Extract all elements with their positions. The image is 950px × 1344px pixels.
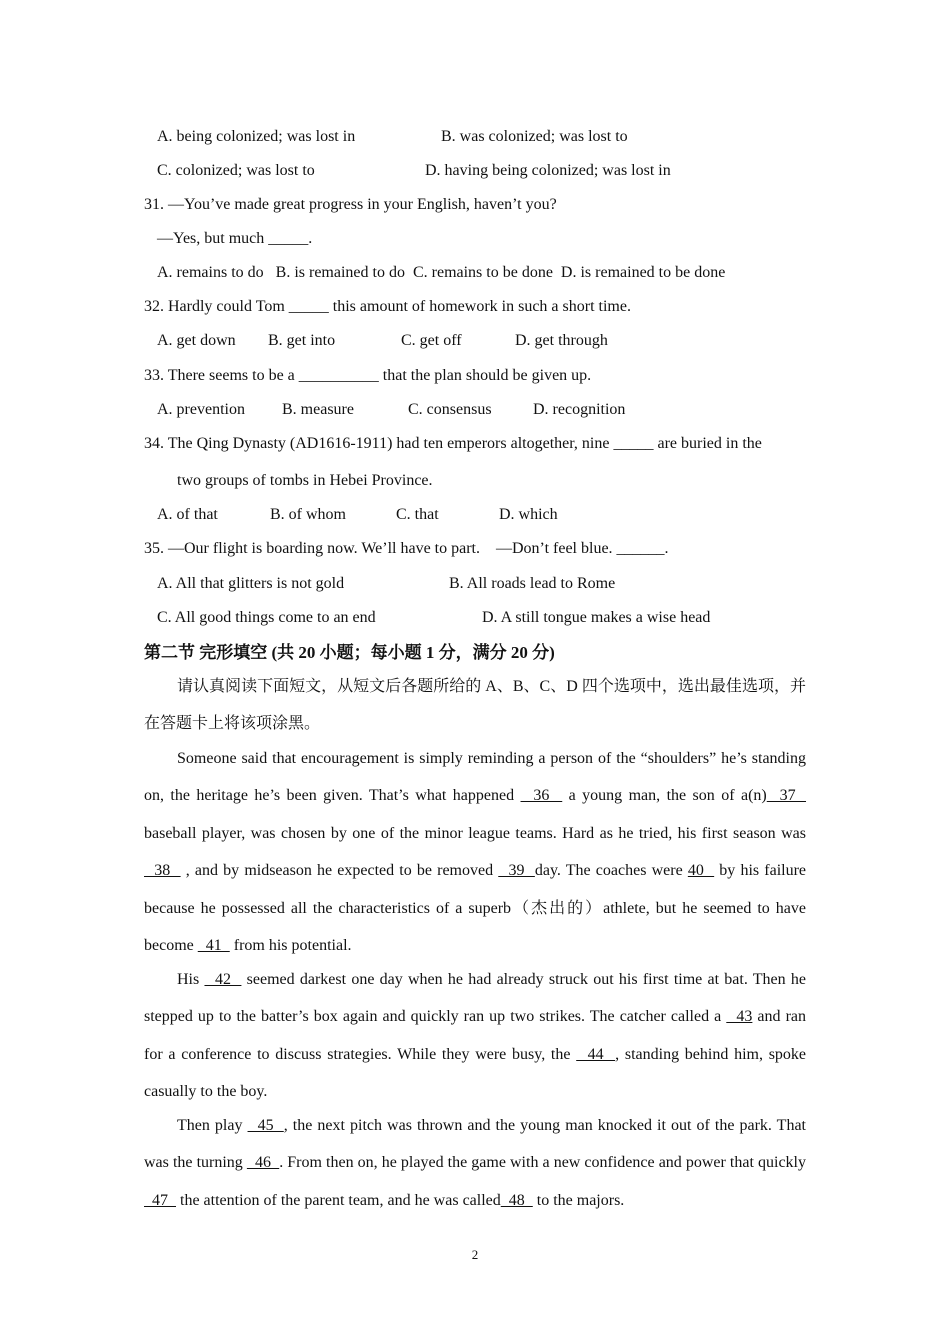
- passage-text: from his potential.: [229, 937, 352, 955]
- blank-39: 39: [498, 862, 535, 880]
- q30-option-c: C. colonized; was lost to: [157, 162, 315, 179]
- blank-47: 47: [144, 1191, 176, 1209]
- passage-paragraph-3: [144, 1107, 806, 1219]
- passage-text: , and by midseason he expected to be removed: [180, 862, 499, 880]
- passage-text: to the majors.: [532, 1191, 625, 1209]
- q34-option-d: D. which: [499, 506, 558, 523]
- passage-text: Someone said that encouragement is simply reminding a person of the “shoulders” he’s standing on, the heritage he’s been given. That’s what happened: [144, 750, 806, 805]
- passage-text: Then play: [177, 1117, 248, 1134]
- blank-36: 36: [520, 787, 563, 805]
- passage-text: His: [177, 971, 205, 988]
- blank-43: 43: [726, 1008, 753, 1026]
- passage-text: baseball player, was chosen by one of the minor league teams. Hard as he tried, his first season was: [144, 824, 806, 842]
- blank-45: 45: [247, 1117, 284, 1134]
- q31-reply: —Yes, but much _____.: [157, 230, 313, 247]
- q33-option-b: B. measure: [282, 401, 354, 418]
- q35-option-a: A. All that glitters is not gold: [157, 575, 345, 592]
- q35-option-c: C. All good things come to an end: [157, 609, 376, 626]
- instruction-text: 请认真阅读下面短文，从短文后各题所给的 A、B、C、D 四个选项中，选出最佳选项，并在答题卡上将该项涂黑。: [144, 678, 806, 733]
- q35-option-d: D. A still tongue makes a wise head: [482, 609, 711, 626]
- passage-text: and ran for a conference to discuss strategies. While they were busy, the: [144, 1008, 807, 1063]
- q32-option-b: B. get into: [268, 332, 336, 349]
- q34-option-c: C. that: [396, 506, 439, 523]
- blank-46: 46: [246, 1154, 280, 1172]
- blank-37: 37: [766, 787, 807, 805]
- passage-text: a young man, the son of a(n): [562, 787, 767, 805]
- blank-42: 42: [204, 971, 242, 988]
- q33-option-d: D. recognition: [533, 401, 626, 418]
- passage-paragraph-1: [144, 740, 806, 964]
- section-heading: 第二节 完形填空 (共 20 小题；每小题 1 分，满分 20 分): [144, 643, 555, 662]
- section-instruction: [144, 668, 806, 743]
- q32-option-a: A. get down: [157, 332, 236, 349]
- passage-text: day. The coaches were: [534, 862, 688, 880]
- blank-38: 38: [144, 862, 181, 880]
- q32-option-c: C. get off: [401, 332, 462, 349]
- q30-option-a: A. being colonized; was lost in: [157, 128, 356, 145]
- q34-stem-line1: 34. The Qing Dynasty (AD1616-1911) had ten emperors altogether, nine _____ are buried in the: [144, 435, 762, 452]
- passage-text: , the next pitch was thrown and the young man knocked it out of the park. That was the turning: [144, 1117, 806, 1172]
- q32-option-d: D. get through: [515, 332, 608, 349]
- q35-option-b: B. All roads lead to Rome: [449, 575, 616, 592]
- q35-stem: 35. —Our flight is boarding now. We’ll have to part. —Don’t feel blue. ______.: [144, 540, 669, 557]
- passage-text: seemed darkest one day when he had already struck out his first time at bat. Then he stepped up to the batter’s box again and quickly ran up two strikes. The catcher called a: [144, 971, 806, 1026]
- q33-stem: 33. There seems to be a __________ that the plan should be given up.: [144, 367, 592, 384]
- q30-option-b: B. was colonized; was lost to: [441, 128, 628, 145]
- q34-stem-line2: two groups of tombs in Hebei Province.: [177, 472, 433, 489]
- passage-text: the attention of the parent team, and he was called: [176, 1191, 501, 1209]
- blank-44: 44: [576, 1045, 616, 1063]
- blank-41: 41: [197, 937, 230, 955]
- q34-option-b: B. of whom: [270, 506, 346, 523]
- passage-text: by his failure because he possessed all the characteristics of a superb（杰出的）athlete, but he seemed to have become: [144, 862, 807, 955]
- passage-text: . From then on, he played the game with a new confidence and power that quickly: [279, 1154, 806, 1172]
- q31-options: A. remains to do B. is remained to do C. remains to be done D. is remained to be done: [157, 264, 726, 281]
- blank-48: 48: [500, 1191, 533, 1209]
- passage-paragraph-2: [144, 961, 806, 1111]
- q32-stem: 32. Hardly could Tom _____ this amount of homework in such a short time.: [144, 298, 631, 315]
- q30-option-d: D. having being colonized; was lost in: [425, 162, 671, 179]
- q34-option-a: A. of that: [157, 506, 218, 523]
- q31-stem: 31. —You’ve made great progress in your English, haven’t you?: [144, 196, 557, 213]
- q33-option-c: C. consensus: [408, 401, 492, 418]
- passage-text: , standing behind him, spoke casually to the boy.: [144, 1045, 807, 1101]
- blank-40: 40: [687, 862, 715, 880]
- q33-option-a: A. prevention: [157, 401, 245, 418]
- page-number: 2: [471, 1247, 479, 1262]
